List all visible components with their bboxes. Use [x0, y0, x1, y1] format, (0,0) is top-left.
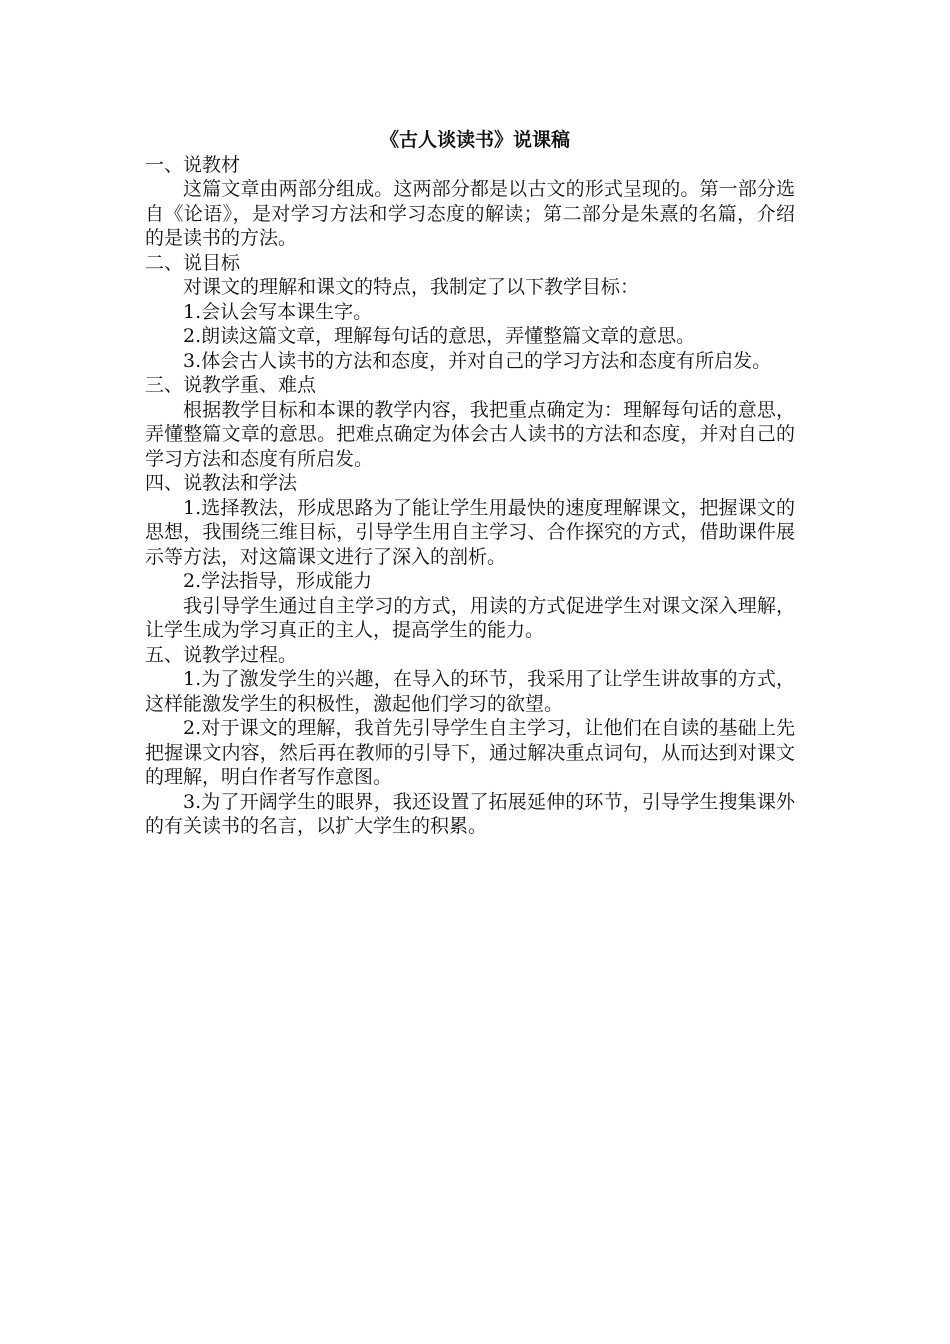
list-item: 3.体会古人读书的方法和态度，并对自己的学习方法和态度有所启发。 — [183, 349, 772, 372]
paragraph: 1.选择教法，形成思路为了能让学生用最快的速度理解课文，把握课文的思想，我围绕三维目标，引导学生用自主学习、合作探究的方式，借助课件展示等方法，对这篇课文进行了深入的剖析。 — [145, 496, 795, 568]
section-methods — [145, 471, 795, 643]
section-heading: 二、说目标 — [145, 251, 241, 274]
paragraph: 2.学法指导，形成能力 — [183, 570, 373, 592]
list-item: 1.为了激发学生的兴趣，在导入的环节，我采用了让学生讲故事的方式，这样能激发学生的积极性，激起他们学习的欲望。 — [145, 668, 795, 715]
paragraph: 根据教学目标和本课的教学内容，我把重点确定为：理解每句话的意思，弄懂整篇文章的意思。把难点确定为体会古人读书的方法和态度，并对自己的学习方法和态度有所启发。 — [145, 398, 795, 470]
paragraph: 我引导学生通过自主学习的方式，用读的方式促进学生对课文深入理解，让学生成为学习真正的主人，提高学生的能力。 — [145, 594, 795, 641]
paragraph: 对课文的理解和课文的特点，我制定了以下教学目标： — [183, 276, 640, 298]
section-process — [145, 643, 795, 839]
section-key-points — [145, 373, 795, 471]
list-item: 3.为了开阔学生的眼界，我还设置了拓展延伸的环节，引导学生搜集课外的有关读书的名言，以扩大学生的积累。 — [145, 790, 795, 837]
section-heading: 三、说教学重、难点 — [145, 374, 317, 396]
list-item: 1.会认会写本课生字。 — [183, 300, 373, 323]
paragraph: 这篇文章由两部分组成。这两部分都是以古文的形式呈现的。第一部分选自《论语》，是对学习方法和学习态度的解读；第二部分是朱熹的名篇，介绍的是读书的方法。 — [145, 178, 795, 249]
section-heading: 一、说教材 — [145, 153, 241, 176]
section-heading: 五、说教学过程。 — [145, 643, 298, 666]
section-teaching-material — [145, 153, 795, 251]
section-objectives — [145, 251, 795, 374]
list-item: 2.对于课文的理解，我首先引导学生自主学习，让他们在自读的基础上先把握课文内容，然后再在教师的引导下，通过解决重点词句，从而达到对课文的理解，明白作者写作意图。 — [145, 717, 795, 788]
document-title: 《古人谈读书》说课稿 — [379, 129, 570, 151]
list-item: 2.朗读这篇文章，理解每句话的意思，弄懂整篇文章的意思。 — [183, 325, 696, 347]
document-page — [145, 128, 795, 839]
section-heading: 四、说教法和学法 — [145, 472, 298, 494]
